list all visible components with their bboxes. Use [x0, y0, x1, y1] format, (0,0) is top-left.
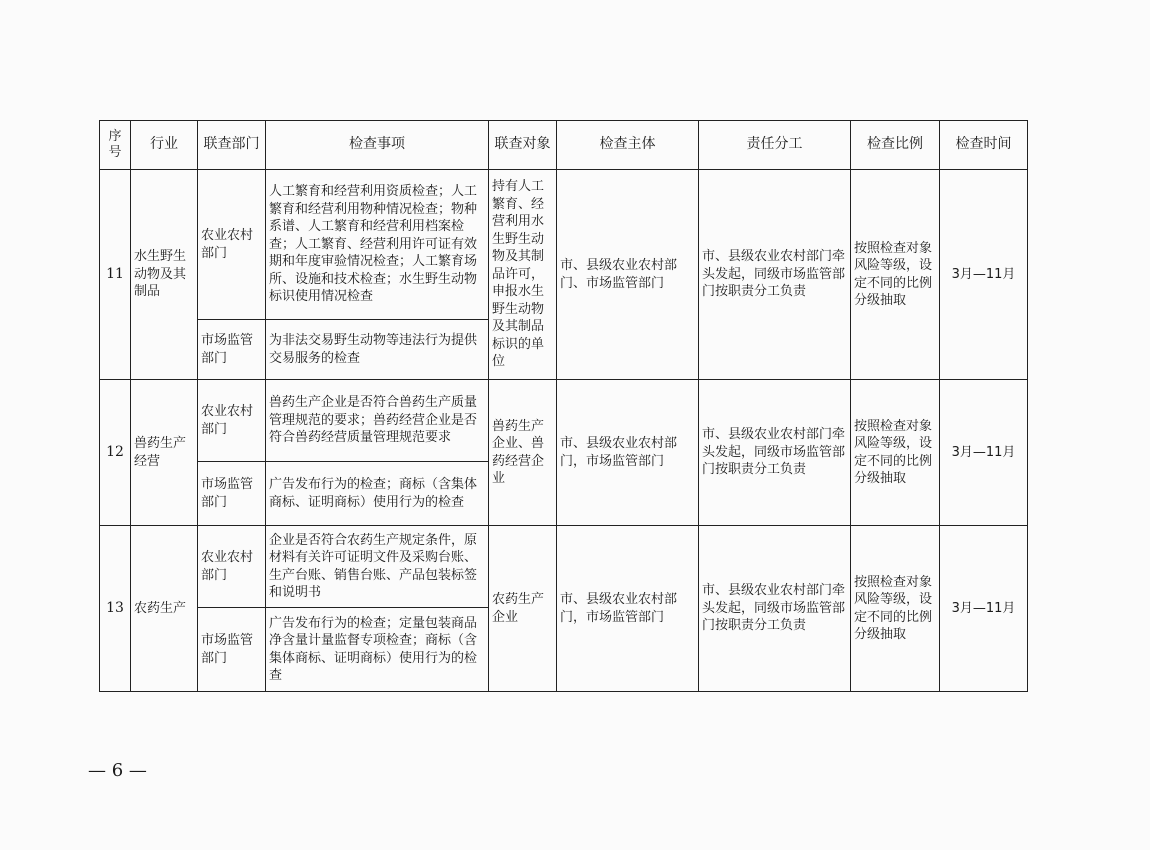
items-cell: 兽药生产企业是否符合兽药生产质量管理规范的要求；兽药经营企业是否符合兽药经营质量管理规范要求 — [266, 380, 489, 462]
ratio-cell: 按照检查对象风险等级，设定不同的比例分级抽取 — [851, 170, 940, 380]
target-cell: 农药生产企业 — [489, 526, 557, 692]
header-cell: 责任分工 — [699, 121, 851, 170]
subject-cell: 市、县级农业农村部门，市场监管部门 — [557, 380, 699, 526]
row-number: 11 — [100, 170, 131, 380]
header-cell: 检查主体 — [557, 121, 699, 170]
inspection-table — [99, 120, 1028, 692]
industry-cell: 水生野生动物及其制品 — [131, 170, 198, 380]
row-number: 13 — [100, 526, 131, 692]
page-number: — 6 — — [88, 760, 147, 781]
row-number: 12 — [100, 380, 131, 526]
duty-cell: 市、县级农业农村部门牵头发起，同级市场监管部门按职责分工负责 — [699, 170, 851, 380]
ratio-cell: 按照检查对象风险等级，设定不同的比例分级抽取 — [851, 380, 940, 526]
header-cell: 检查比例 — [851, 121, 940, 170]
items-cell: 广告发布行为的检查；商标（含集体商标、证明商标）使用行为的检查 — [266, 462, 489, 526]
header-cell: 联查对象 — [489, 121, 557, 170]
ratio-cell: 按照检查对象风险等级，设定不同的比例分级抽取 — [851, 526, 940, 692]
industry-cell: 兽药生产经营 — [131, 380, 198, 526]
dept-cell: 市场监管部门 — [198, 462, 266, 526]
table-row — [100, 380, 1028, 462]
duty-cell: 市、县级农业农村部门牵头发起，同级市场监管部门按职责分工负责 — [699, 526, 851, 692]
dept-cell: 市场监管部门 — [198, 608, 266, 692]
items-cell: 广告发布行为的检查；定量包装商品净含量计量监督专项检查；商标（含集体商标、证明商标）使用行为的检查 — [266, 608, 489, 692]
industry-cell: 农药生产 — [131, 526, 198, 692]
time-cell: 3月—11月 — [940, 526, 1028, 692]
header-cell: 序号 — [100, 121, 131, 170]
header-cell: 检查时间 — [940, 121, 1028, 170]
items-cell: 企业是否符合农药生产规定条件，原材料有关许可证明文件及采购台账、生产台账、销售台账、产品包装标签和说明书 — [266, 526, 489, 608]
dept-cell: 市场监管部门 — [198, 320, 266, 380]
time-cell: 3月—11月 — [940, 380, 1028, 526]
dept-cell: 农业农村部门 — [198, 526, 266, 608]
dept-cell: 农业农村部门 — [198, 380, 266, 462]
time-cell: 3月—11月 — [940, 170, 1028, 380]
header-cell: 检查事项 — [266, 121, 489, 170]
dept-cell: 农业农村部门 — [198, 170, 266, 320]
target-cell: 兽药生产企业、兽药经营企业 — [489, 380, 557, 526]
subject-cell: 市、县级农业农村部门、市场监管部门 — [557, 170, 699, 380]
items-cell: 人工繁育和经营利用资质检查；人工繁育和经营利用物种情况检查；物种系谱、人工繁育和经营利用档案检查；人工繁育、经营利用许可证有效期和年度审验情况检查；人工繁育场所、设施和技术检查；水生野生动物标识使用情况检查 — [266, 170, 489, 320]
table-row — [100, 170, 1028, 320]
header-cell: 行业 — [131, 121, 198, 170]
items-cell: 为非法交易野生动物等违法行为提供交易服务的检查 — [266, 320, 489, 380]
table-row — [100, 526, 1028, 608]
target-cell: 持有人工繁育、经营利用水生野生动物及其制品许可，申报水生野生动物及其制品标识的单位 — [489, 170, 557, 380]
duty-cell: 市、县级农业农村部门牵头发起，同级市场监管部门按职责分工负责 — [699, 380, 851, 526]
table-header-row — [100, 121, 1028, 170]
header-cell: 联查部门 — [198, 121, 266, 170]
subject-cell: 市、县级农业农村部门，市场监管部门 — [557, 526, 699, 692]
